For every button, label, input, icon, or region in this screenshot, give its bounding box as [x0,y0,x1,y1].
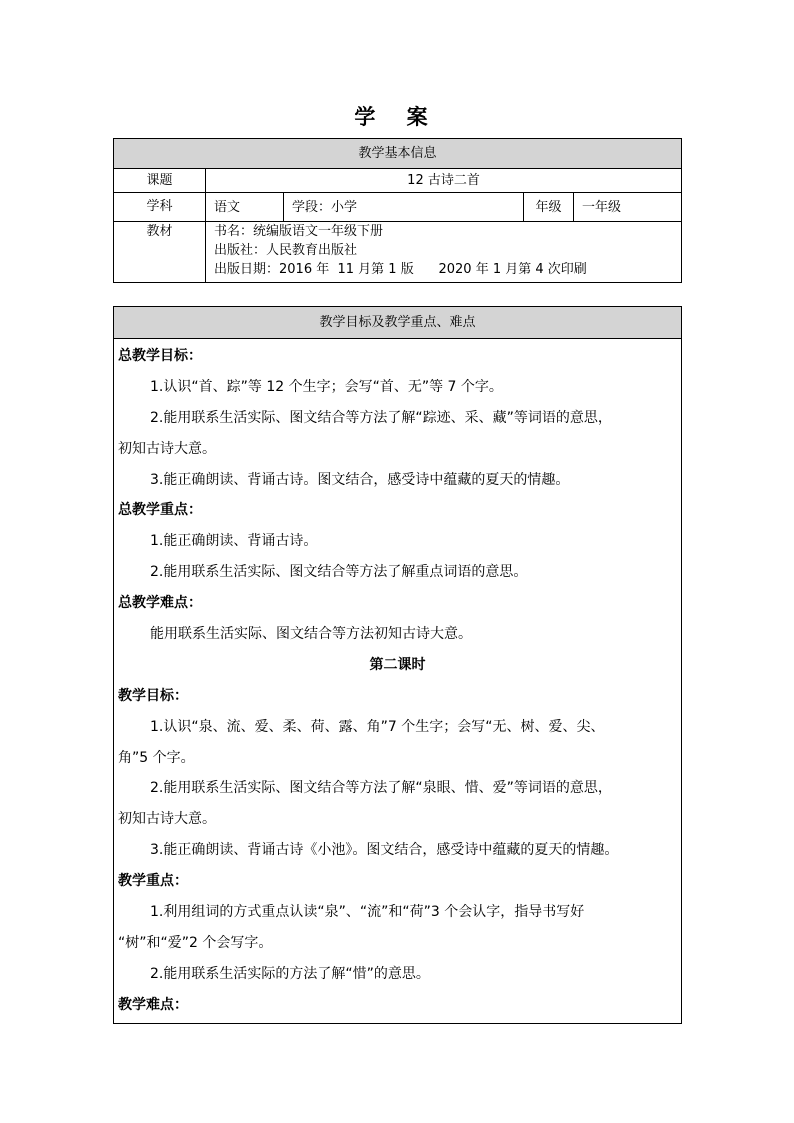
goal-line: 能用联系生活实际、图文结合等方法初知古诗大意。 [150,626,472,643]
goal-line: 2.能用联系生活实际的方法了解“惜”的意思。 [150,965,430,982]
publish-date: 出版日期：2016 年 11 月第 1 版 2020 年 1 月第 4 次印刷 [214,262,587,277]
page-title: 学 案 [354,105,440,129]
section-heading: 教学目标： [118,687,188,704]
section-heading: 教学重点： [118,873,188,890]
goals-lines [118,341,677,1021]
topic-value: 12 古诗二首 [206,169,682,193]
textbook-details [206,222,682,283]
goal-line: “树”和“爱”2 个会写字。 [118,934,273,951]
textbook-label: 教材 [114,222,206,283]
section-heading: 总教学目标： [118,348,202,364]
basic-info-header: 教学基本信息 [114,139,682,169]
lesson-title: 第二课时 [369,656,426,673]
goal-line: 1.利用组词的方式重点认读“泉”、“流”和“荷”3 个会认字，指导书写好 [150,904,585,921]
grade-label: 年级 [524,193,574,222]
section-heading: 教学难点： [118,996,188,1013]
goal-line: 初知古诗大意。 [118,811,216,828]
goal-line: 2.能用联系生活实际、图文结合等方法了解重点词语的意思。 [150,564,528,581]
publisher: 出版社：人民教育出版社 [214,243,358,258]
topic-label: 课题 [114,169,206,193]
subject-value: 语文 [206,193,284,222]
goals-header: 教学目标及教学重点、难点 [114,307,682,339]
section-heading: 总教学难点： [118,595,202,612]
goal-line: 角”5 个字。 [118,749,195,766]
section-heading: 总教学重点： [118,502,202,519]
goal-line: 初知古诗大意。 [118,440,216,457]
stage-value: 学段：小学 [284,193,524,222]
basic-info-table [113,138,682,283]
goals-table [113,306,682,1024]
goal-line: 3.能正确朗读、背诵古诗。图文结合，感受诗中蕴藏的夏天的情趣。 [150,471,570,488]
goal-line: 1.认识“首、踪”等 12 个生字；会写“首、无”等 7 个字。 [150,378,503,395]
goal-line: 1.能正确朗读、背诵古诗。 [150,533,318,550]
goals-body [114,339,682,1024]
subject-label: 学科 [114,193,206,222]
goal-line: 2.能用联系生活实际、图文结合等方法了解“踪迹、采、藏”等词语的意思， [150,409,612,426]
goal-line: 2.能用联系生活实际、图文结合等方法了解“泉眼、惜、爱”等词语的意思， [150,780,612,797]
grade-value: 一年级 [574,193,682,222]
book-name: 书名：统编版语文一年级下册 [214,224,384,239]
goal-line: 3.能正确朗读、背诵古诗《小池》。图文结合，感受诗中蕴藏的夏天的情趣。 [150,842,619,859]
goal-line: 1.认识“泉、流、爱、柔、荷、露、角”7 个生字；会写“无、树、爱、尖、 [150,718,605,735]
